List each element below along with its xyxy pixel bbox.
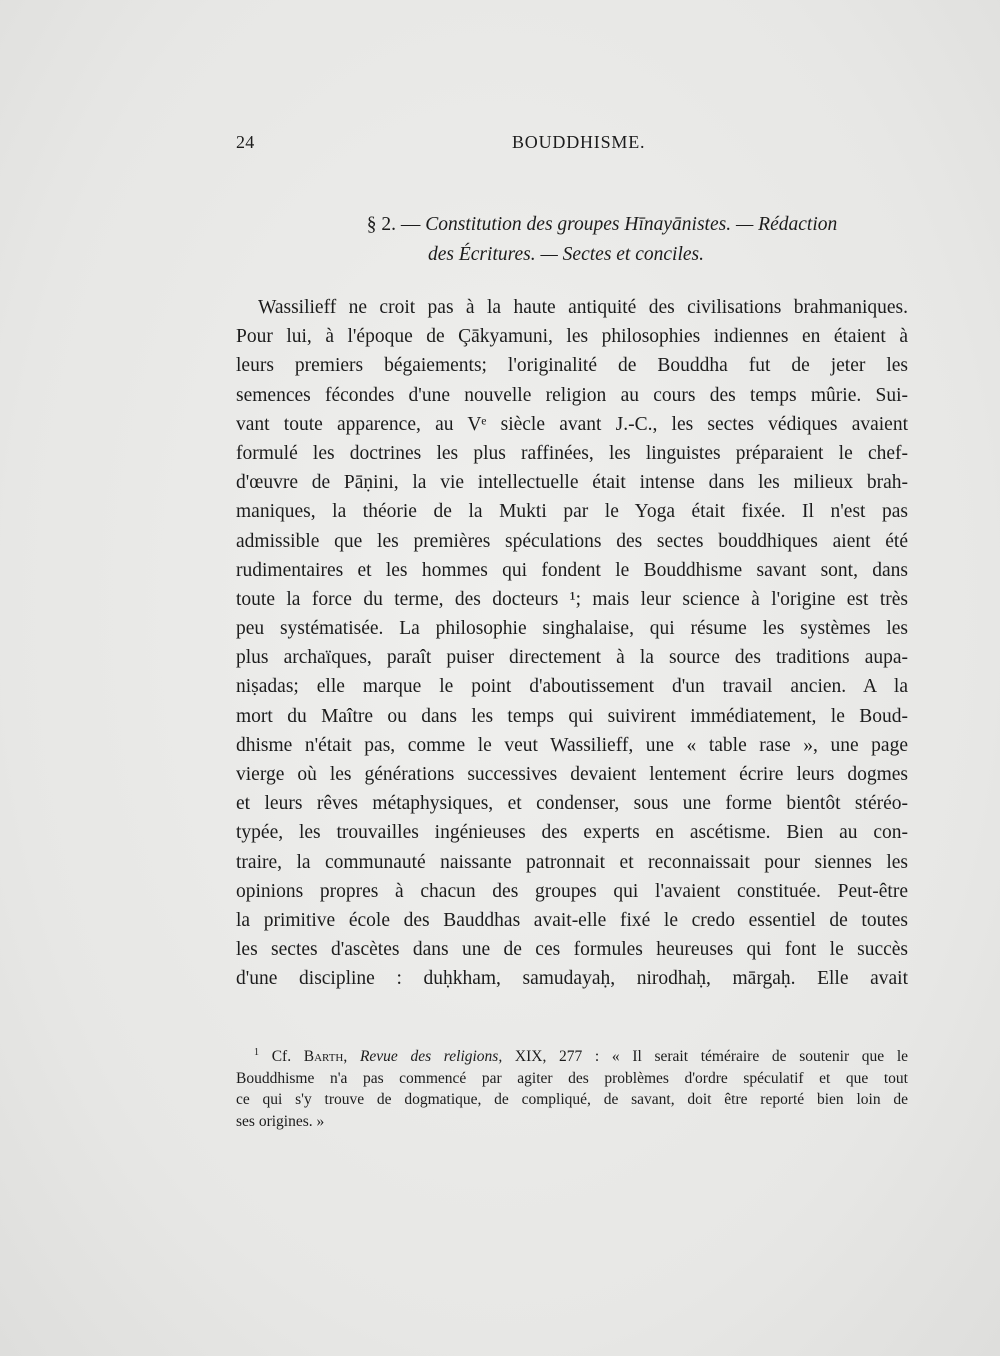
- body-line: peu systématisée. La philosophie singhalaise, qui résume les systèmes les: [236, 618, 908, 640]
- body-line: semences fécondes d'une nouvelle religion au cours des temps mûrie. Sui-: [236, 384, 908, 406]
- body-paragraph: [236, 293, 908, 994]
- body-line: traire, la communauté naissante patronnait et reconnaissait pour siennes les: [236, 851, 908, 873]
- body-line: formulé les doctrines les plus raffinées, les linguistes préparaient le chef-: [236, 442, 908, 464]
- body-line: maniques, la théorie de la Mukti par le Yoga était fixée. Il n'est pas: [236, 501, 908, 523]
- section-mark: § 2. —: [366, 214, 421, 235]
- footnote-line: ses origines. »: [236, 1112, 325, 1130]
- footnote-journal: Revue des religions,: [359, 1048, 503, 1065]
- footnote-line: ce qui s'y trouve de dogmatique, de compliqué, de savant, doit être reporté bien loin de: [236, 1091, 908, 1108]
- page-number: 24: [236, 132, 255, 152]
- body-line: rudimentaires et les hommes qui fondent le Bouddhisme savant sont, dans: [236, 559, 908, 581]
- footnote-line: [236, 1046, 908, 1068]
- running-title: BOUDDHISME.: [512, 132, 646, 152]
- section-title-part-2: des Écritures. — Sectes et conciles.: [428, 244, 704, 265]
- body-line: les sectes d'ascètes dans une de ces formules heureuses qui font le succès: [236, 939, 908, 961]
- body-line: niṣadas; elle marque le point d'aboutissement d'un travail ancien. A la: [236, 676, 908, 698]
- section-heading-line-1: [236, 210, 916, 240]
- footnote-ref-prefix: Cf.: [271, 1048, 292, 1065]
- body-line: Pour lui, à l'époque de Çākyamuni, les philosophies indiennes en étaient à: [236, 326, 908, 348]
- body-line: plus archaïques, paraît puiser directement à la source des traditions aupa-: [236, 647, 908, 669]
- body-line: d'œuvre de Pāṇini, la vie intellectuelle était intense dans les milieux brah-: [236, 472, 908, 494]
- body-line: vant toute apparence, au Vᵉ siècle avant J.-C., les sectes védiques avaient: [236, 413, 908, 435]
- running-head: [236, 132, 736, 158]
- footnote-line: Bouddhisme n'a pas commencé par agiter des problèmes d'ordre spéculatif et que tout: [236, 1069, 908, 1087]
- footnote: [236, 1046, 908, 1132]
- body-line: la primitive école des Bauddhas avait-elle fixé le credo essentiel de toutes: [236, 909, 908, 931]
- body-line: mort du Maître ou dans les temps qui suivirent immédiatement, le Boud-: [236, 705, 908, 727]
- section-heading: [236, 210, 916, 270]
- body-line: dhisme n'était pas, comme le veut Wassilieff, une « table rase », une page: [236, 734, 908, 756]
- body-line: d'une discipline : duḥkham, samudayaḥ, nirodhaḥ, mārgaḥ. Elle avait: [236, 968, 908, 990]
- footnote-citation-text: XIX, 277 : « Il serait téméraire de soutenir que le: [514, 1048, 909, 1065]
- body-line: admissible que les premières spéculations des sectes bouddhiques aient été: [236, 530, 908, 552]
- body-line-with-footnote-ref: toute la force du terme, des docteurs ¹; mais leur science à l'origine est très: [236, 588, 908, 610]
- footnote-author: Barth,: [303, 1048, 348, 1065]
- body-line: opinions propres à chacun des groupes qui l'avaient constituée. Peut-être: [236, 880, 908, 902]
- body-line: et leurs rêves métaphysiques, et condenser, sous une forme bientôt stéréo-: [236, 793, 908, 815]
- footnote-mark: 1: [254, 1046, 259, 1058]
- body-line: Wassilieff ne croit pas à la haute antiquité des civilisations brahmaniques.: [258, 297, 908, 318]
- body-line: leurs premiers bégaiements; l'originalité de Bouddha fut de jeter les: [236, 355, 908, 377]
- body-line: typée, les trouvailles ingénieuses des experts en ascétisme. Bien au con-: [236, 822, 908, 844]
- section-title-part-1: Constitution des groupes Hīnayānistes. — Rédaction: [425, 214, 838, 235]
- body-line: vierge où les générations successives devaient lentement écrire leurs dogmes: [236, 764, 908, 785]
